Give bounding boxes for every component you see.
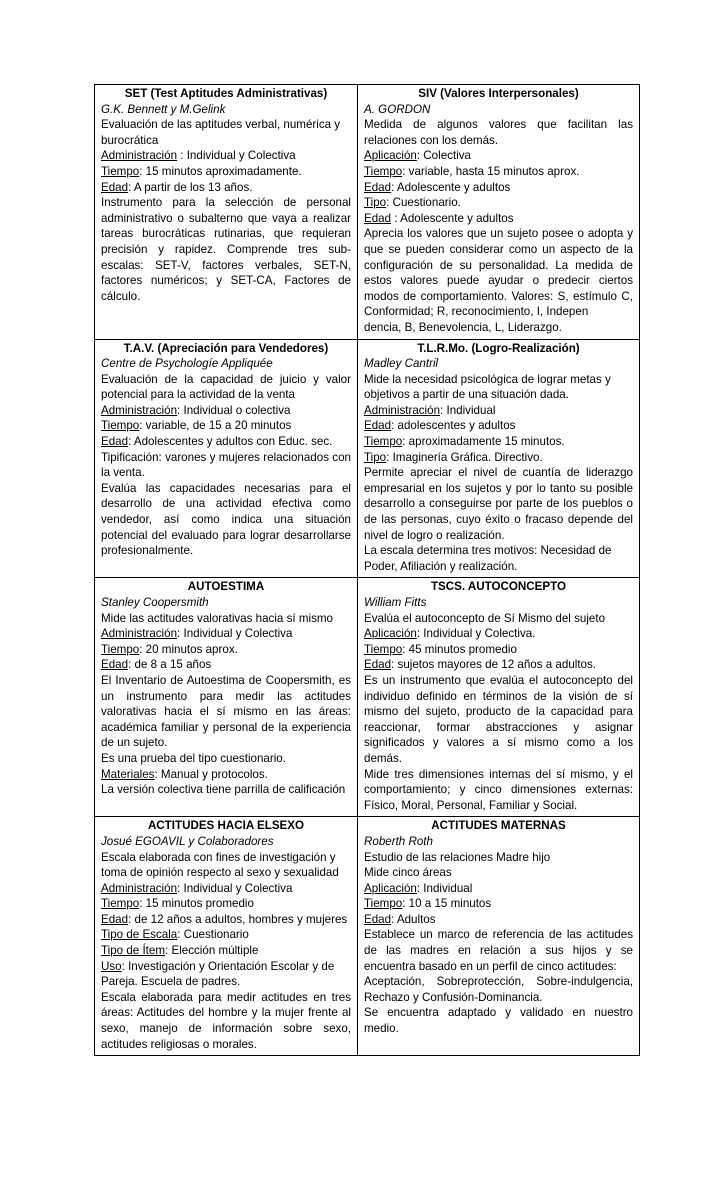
test-title: TSCS. AUTOCONCEPTO [430,580,567,594]
table-row [95,817,640,1056]
description-text: Aprecia los valores que un sujeto posee o adopta y que se pueden considerar como un aspecto de la configuración de su personalidad. La medida de estos valores puede ayudar o predecir ciertos modos de comportamiento. Valores: S, estímulo C, Conformidad; R, reconocimiento, I, Indepen [364,227,633,319]
field-label: Tipo [364,196,387,210]
field-label: Tipo de Ítem [101,944,166,958]
field-label: Edad [364,180,392,194]
field-value: : Colectiva [416,149,471,163]
field-value: : Cuestionario. [386,196,461,210]
field-label: Edad [364,211,392,225]
description-text: Se encuentra adaptado y validado en nuestro medio. [364,1006,633,1036]
field-value: : Individual o colectiva [177,403,291,417]
field-label: Tipo [364,450,387,464]
description-text: Mide tres dimensiones internas del sí mismo, y el comportamiento; y cinco dimensiones externas: Físico, Moral, Personal, Familiar y Social. [364,767,633,812]
test-author: Stanley Coopersmith [101,596,209,609]
test-author: Roberth Roth [364,834,433,848]
field-value: : Cuestionario [177,928,249,942]
description-text: El Inventario de Autoestima de Coopersmith, es un instrumento para medir las actitudes valorativas hacia el sí mismo en las áreas: académica familiar y personal de la experiencia de un sujeto. [101,673,351,750]
field-line [364,195,633,211]
test-title: SET (Test Aptitudes Administrativas) [124,87,328,100]
field-line [101,943,351,959]
test-author: A. GORDON [364,102,431,116]
description-text: Escala elaborada para medir actitudes en tres áreas: Actitudes del hombre y la mujer frente al sexo, manejo de información sobre sexo, actitudes religiosas o morales. [101,990,351,1051]
field-label: Tiempo [101,419,140,433]
field-line [364,211,633,227]
field-line [364,418,633,434]
description-text: Escala elaborada con fines de investigación y toma de opinión respecto al sexo y sexualidad [101,850,339,880]
field-value: : Elección múltiple [165,944,259,958]
field-line [101,642,351,658]
test-title: SIV (Valores Interpersonales) [418,87,579,100]
field-line [101,418,351,434]
tests-table [94,84,640,1056]
description-text: Establece un marco de referencia de las actitudes de las madres en relación a sus hijos y se encuentra basado en un perfil de cinco actitudes: [364,928,633,973]
description-text: Mide la necesidad psicológica de lograr metas y objetivos a partir de una situación dada. [364,372,611,402]
field-value: : Individual y Colectiva [177,881,293,895]
field-value: : adolescentes y adultos [391,419,516,433]
field-line [364,896,633,912]
field-label: Edad [364,658,392,672]
field-value: : 20 minutos aprox. [139,642,238,656]
test-cell [95,817,358,1056]
field-line [364,450,633,466]
field-label: Administración [101,149,178,163]
field-line [101,881,351,897]
test-cell [358,85,640,340]
field-line [364,180,633,196]
table-row [95,578,640,817]
field-line [101,927,351,943]
field-value: : Adolescente y adultos [391,211,514,225]
field-line [364,148,633,164]
field-line [364,642,633,658]
description-text: Evaluación de las aptitudes verbal, numérica y burocrática [101,118,341,147]
field-label: Edad [364,912,392,926]
test-title: T.L.R.Mo. (Logro-Realización) [417,341,580,355]
field-value: : de 8 a 15 años [128,658,212,672]
field-line [101,912,351,928]
field-line [101,896,351,912]
description-text: Mide las actitudes valorativas hacia sí mismo [101,611,333,625]
field-label: Tiempo [101,164,140,178]
table-row [95,85,640,340]
field-line [364,434,633,450]
field-line [364,164,633,180]
description-text: Estudio de las relaciones Madre hijo [364,850,551,864]
test-author: Madley Cantril [364,357,439,371]
field-line [101,148,351,164]
description-text: Instrumento para la selección de personal administrativo o subalterno que vaya a realizar tareas burocráticas rutinarias, que requieran precisión y rapidez. Comprende tres sub-escalas: SET-V, factores verbales, SET-N, factores numéricos; y SET-CA, Factores de cálculo. [101,196,351,303]
field-line [364,403,633,419]
field-label: Aplicación [364,149,417,163]
description-text: Mide cinco áreas [364,866,452,880]
field-label: Tiempo [101,897,140,911]
field-value: : Individual [416,881,473,895]
field-value: : Individual [440,403,496,417]
test-author: William Fitts [364,596,427,609]
description-text: Tipificación: varones y mujeres relacionados con la venta. [101,450,351,480]
field-line [101,657,351,673]
field-label: Edad [364,419,392,433]
description-text: Es un instrumento que evalúa el autoconcepto del individuo definido en términos de la visión de sí mismo del sujeto, producto de la capacidad para reaccionar, formar abstracciones y asignar significados y valores a sí mismo como a los demás. [364,673,633,765]
field-label: Uso [101,959,122,973]
test-author: Centre de Psychologíe Appliquée [101,357,273,371]
field-value: : 10 a 15 minutos [402,897,492,911]
description-text: Es una prueba del tipo cuestionario. [101,751,286,765]
field-value: : 45 minutos promedio [402,642,517,656]
test-title: AUTOESTIMA [187,580,265,594]
test-cell [358,578,640,817]
field-line [101,767,351,783]
field-line [101,164,351,180]
field-label: Administración [101,403,178,417]
field-label: Tiempo [364,164,403,178]
field-label: Tipo de Escala [101,928,178,942]
field-line [101,403,351,419]
field-label: Administración [101,627,178,641]
field-value: : sujetos mayores de 12 años a adultos. [391,658,597,672]
field-value: : Individual y Colectiva [177,627,293,641]
field-label: Aplicación [364,627,417,641]
description-text: Medida de algunos valores que facilitan las relaciones con los demás. [364,118,633,147]
test-cell [358,339,640,578]
field-label: Materiales [101,767,155,781]
test-cell [358,817,640,1056]
field-label: Edad [101,435,129,449]
field-line [101,626,351,642]
field-label: Edad [101,180,129,194]
test-title: ACTITUDES HACIA ELSEXO [147,819,305,833]
field-line [364,657,633,673]
field-label: Administración [364,403,441,417]
field-value: : 15 minutos aproximadamente. [139,164,302,178]
description-text: Permite apreciar el nivel de cuantía de liderazgo empresarial en los sujetos y por lo tanto su posible desarrollo a conseguirse por parte de los pueblos o de las personas, cuyo éxito o fracaso depende del nivel de logro o realización. [364,466,633,542]
field-label: Tiempo [101,642,140,656]
field-line [101,180,351,196]
field-line [364,881,633,897]
field-label: Administración [101,881,178,895]
field-value: : Manual y protocolos. [154,767,268,781]
field-label: Tiempo [364,435,403,449]
field-label: Aplicación [364,881,417,895]
field-value: : Investigación y Orientación Escolar y de Pareja. Escuela de padres. [101,959,335,989]
field-label: Edad [101,912,129,926]
description-text: La escala determina tres motivos: Necesidad de Poder, Afiliación y realización. [364,544,612,573]
description-text: Aceptación, Sobreprotección, Sobre-indulgencia, Rechazo y Confusión-Dominancia. [364,975,633,1004]
field-value: : Adolescentes y adultos con Educ. sec. [128,435,333,449]
test-author: Josué EGOAVIL y Colaboradores [101,834,274,848]
tests-table-body [95,85,640,1056]
description-text: dencia, B, Benevolencia, L, Liderazgo. [364,320,562,334]
field-value: : Individual y Colectiva. [416,627,536,641]
test-cell [95,578,358,817]
test-title: T.A.V. (Apreciación para Vendedores) [123,341,329,355]
test-cell [95,85,358,340]
test-cell [95,339,358,578]
description-text: Evaluación de la capacidad de juicio y valor potencial para la actividad de la venta [101,372,351,402]
field-line [101,959,351,990]
field-label: Tiempo [364,642,403,656]
field-value: : Imaginería Gráfica. Directivo. [386,450,543,464]
field-value: : variable, hasta 15 minutos aprox. [402,164,580,178]
description-text: Evalúa el autoconcepto de Sí Mismo del sujeto [364,611,606,625]
field-line [364,912,633,928]
field-label: Edad [101,658,129,672]
field-label: Tiempo [364,897,403,911]
description-text: Evalúa las capacidades necesarias para el desarrollo de una actividad efectiva como vendedor, así como indica una situación potencial del evaluado para lograr desarrollarse profesionalmente. [101,481,351,558]
field-value: : de 12 años a adultos, hombres y mujeres [128,912,348,926]
field-value: : aproximadamente 15 minutos. [402,435,565,449]
description-text: La versión colectiva tiene parrilla de calificación [101,783,346,797]
table-row [95,339,640,578]
field-value: : A partir de los 13 años. [128,180,253,194]
field-value: : Individual y Colectiva [177,149,296,163]
field-value: : 15 minutos promedio [139,897,254,911]
field-value: : Adultos [391,912,436,926]
test-author: G.K. Bennett y M.Gelink [101,102,226,116]
field-line [101,434,351,450]
field-value: : Adolescente y adultos [391,180,511,194]
test-title: ACTITUDES MATERNAS [431,819,566,833]
field-value: : variable, de 15 a 20 minutos [139,419,292,433]
field-line [364,626,633,642]
